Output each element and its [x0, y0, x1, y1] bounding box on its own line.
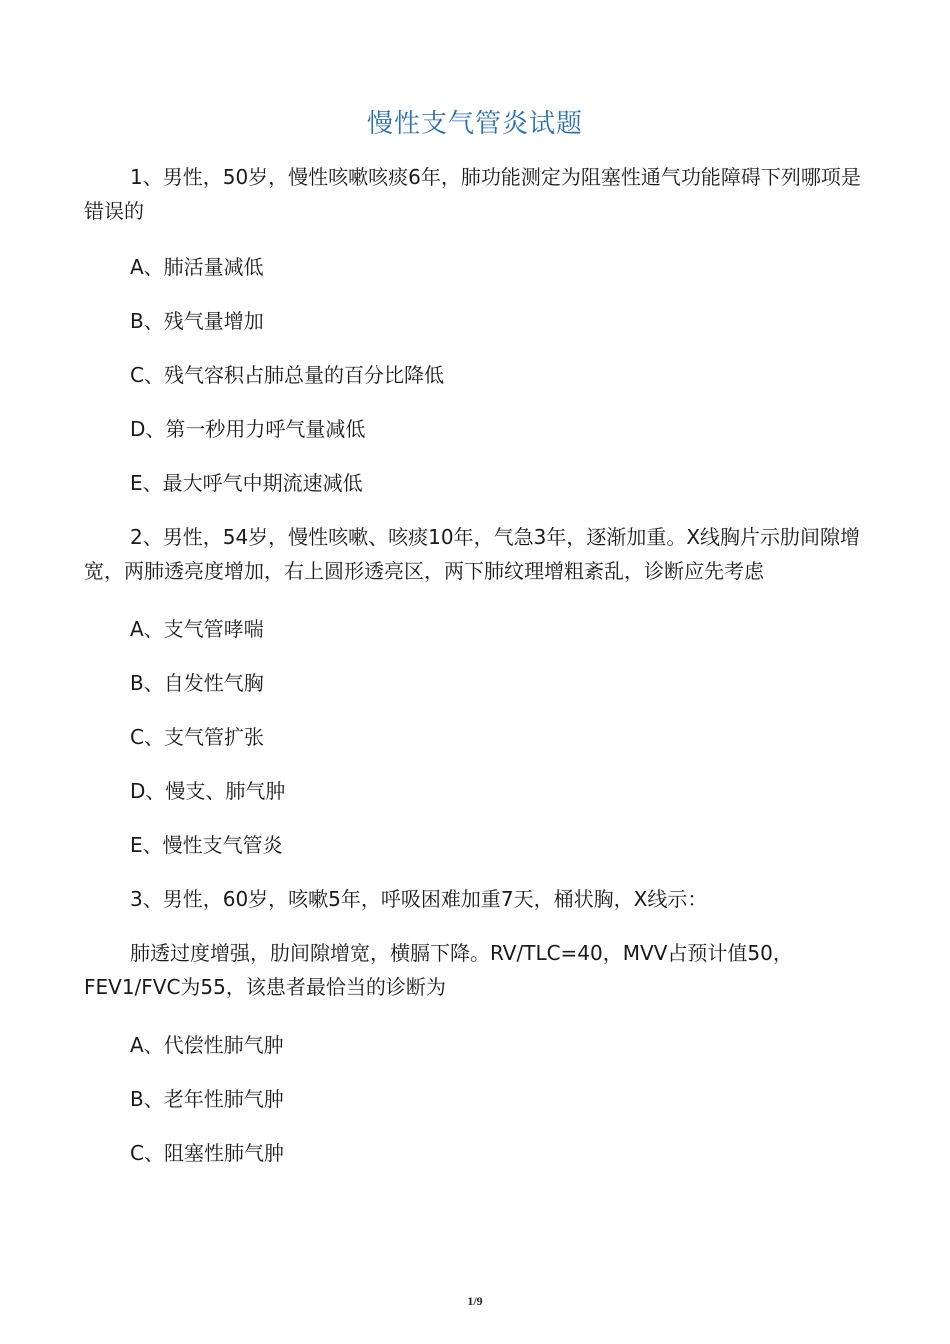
question-1-option-d: D、第一秒用力呼气量减低: [130, 417, 366, 441]
question-3-stem: 3、男性，60岁，咳嗽5年，呼吸困难加重7天，桶状胸，X线示：: [130, 887, 708, 911]
question-2-stem: 2、男性，54岁，慢性咳嗽、咳痰10年，气急3年，逐渐加重。X线胸片示肋间隙增宽，两肺透亮度增加，右上圆形透亮区，两下肺纹理增粗紊乱，诊断应先考虑: [84, 525, 861, 583]
question-1-option-e: E、最大呼气中期流速减低: [130, 471, 363, 495]
page-number: 1/9: [467, 1294, 483, 1308]
document-title: 慢性支气管炎试题: [366, 109, 583, 139]
question-2-option-d: D、慢支、肺气肿: [130, 779, 286, 803]
question-1-option-b: B、残气量增加: [130, 309, 264, 333]
question-3-option-c: C、阻塞性肺气肿: [130, 1141, 284, 1165]
document-body: [84, 160, 864, 1190]
question-2-option-a: A、支气管哮喘: [130, 617, 264, 641]
question-2-option-b: B、自发性气胸: [130, 671, 264, 695]
question-1-stem: 1、男性，50岁，慢性咳嗽咳痰6年，肺功能测定为阻塞性通气功能障碍下列哪项是错误的: [84, 165, 861, 223]
question-3-option-b: B、老年性肺气肿: [130, 1087, 284, 1111]
question-1-option-a: A、肺活量减低: [130, 255, 264, 279]
question-3-stem-continued: 肺透过度增强，肋间隙增宽，横膈下降。RV/TLC=40，MVV占预计值50，FEV1/FVC为55，该患者最恰当的诊断为: [84, 941, 793, 999]
question-2-option-c: C、支气管扩张: [130, 725, 264, 749]
question-1-option-c: C、残气容积占肺总量的百分比降低: [130, 363, 444, 387]
question-3-option-a: A、代偿性肺气肿: [130, 1033, 284, 1057]
question-2-option-e: E、慢性支气管炎: [130, 833, 283, 857]
